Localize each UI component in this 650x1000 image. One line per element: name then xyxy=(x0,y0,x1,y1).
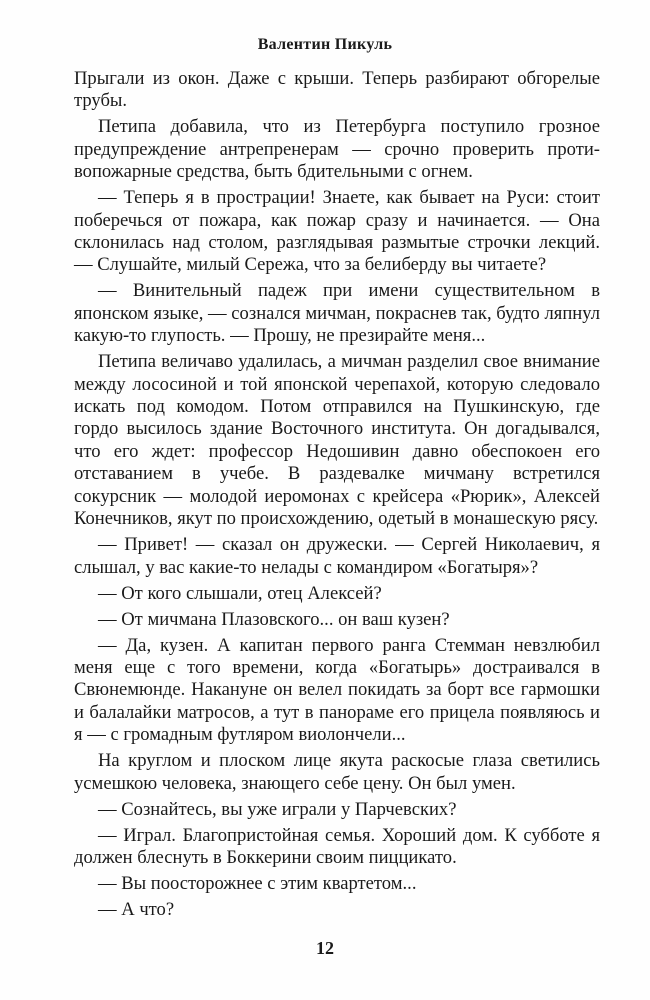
page-number: 12 xyxy=(316,938,334,958)
paragraph: — А что? xyxy=(98,898,175,920)
paragraph: — Сознайтесь, вы уже играли у Парчевских? xyxy=(98,798,457,820)
paragraph: — Теперь я в прострации! Знаете, как бывает на Руси: стоит поберечься от пожара, как пожар сразу и начинается. — Она склонилась над столом, разглядывая размытые строчки лекций. — Слушайте, милый Сережа, что за белиберду вы читаете? xyxy=(74,187,600,276)
paragraph: Петипа величаво удалилась, а мичман разделил свое внимание между лососиной и той японской черепахой, которую следовало искать под комодом. Потом отправился на Пушкинскую, где гордо высилось здание Восточного института. Он догадывался, что его ждет: профессор Недошивин давно обеспокоен его отставанием в учебе. В раздевалке мичману встретился сокурсник — молодой иеромонах с крейсера «Рюрик», Алексей Конечников, якут по происхождению, одетый в монашескую рясу. xyxy=(74,351,600,530)
paragraph: — От кого слышали, отец Алексей? xyxy=(98,582,382,604)
paragraph: — Винительный падеж при имени существительном в японском языке, — сознался мичман, покраснев так, будто ляпнул какую-то глупость. — Прошу, не презирайте меня... xyxy=(74,280,600,347)
paragraph: — Вы поосторожнее с этим квартетом... xyxy=(98,872,417,894)
paragraph: — Играл. Благопристойная семья. Хороший дом. К субботе я должен блеснуть в Боккерини своим пиццикато. xyxy=(74,824,600,868)
body-text xyxy=(74,68,600,925)
paragraph: — Привет! — сказал он дружески. — Сергей Николаевич, я слышал, у вас какие-то нелады с командиром «Богатыря»? xyxy=(74,534,600,578)
running-header: Валентин Пикуль xyxy=(257,36,393,53)
paragraph: Прыгали из окон. Даже с крыши. Теперь разбирают обгорелые трубы. xyxy=(74,68,600,112)
paragraph: Петипа добавила, что из Петербурга поступило грозное предупреждение антрепренерам — срочно проверить противопожарные средства, быть бдительными с огнем. xyxy=(74,116,600,183)
paragraph: — От мичмана Плазовского... он ваш кузен? xyxy=(98,608,450,630)
paragraph: На круглом и плоском лице якута раскосые глаза светились усмешкою человека, знающего себе цену. Он был умен. xyxy=(74,750,600,794)
paragraph: — Да, кузен. А капитан первого ранга Стемман невзлюбил меня еще с того времени, когда «Богатырь» достраивался в Свюнемюнде. Накануне он велел покидать за борт все гармошки и балалайки матросов, а тут в панораме его прицела появляюсь и я — с громадным футляром виолончели... xyxy=(74,634,600,746)
